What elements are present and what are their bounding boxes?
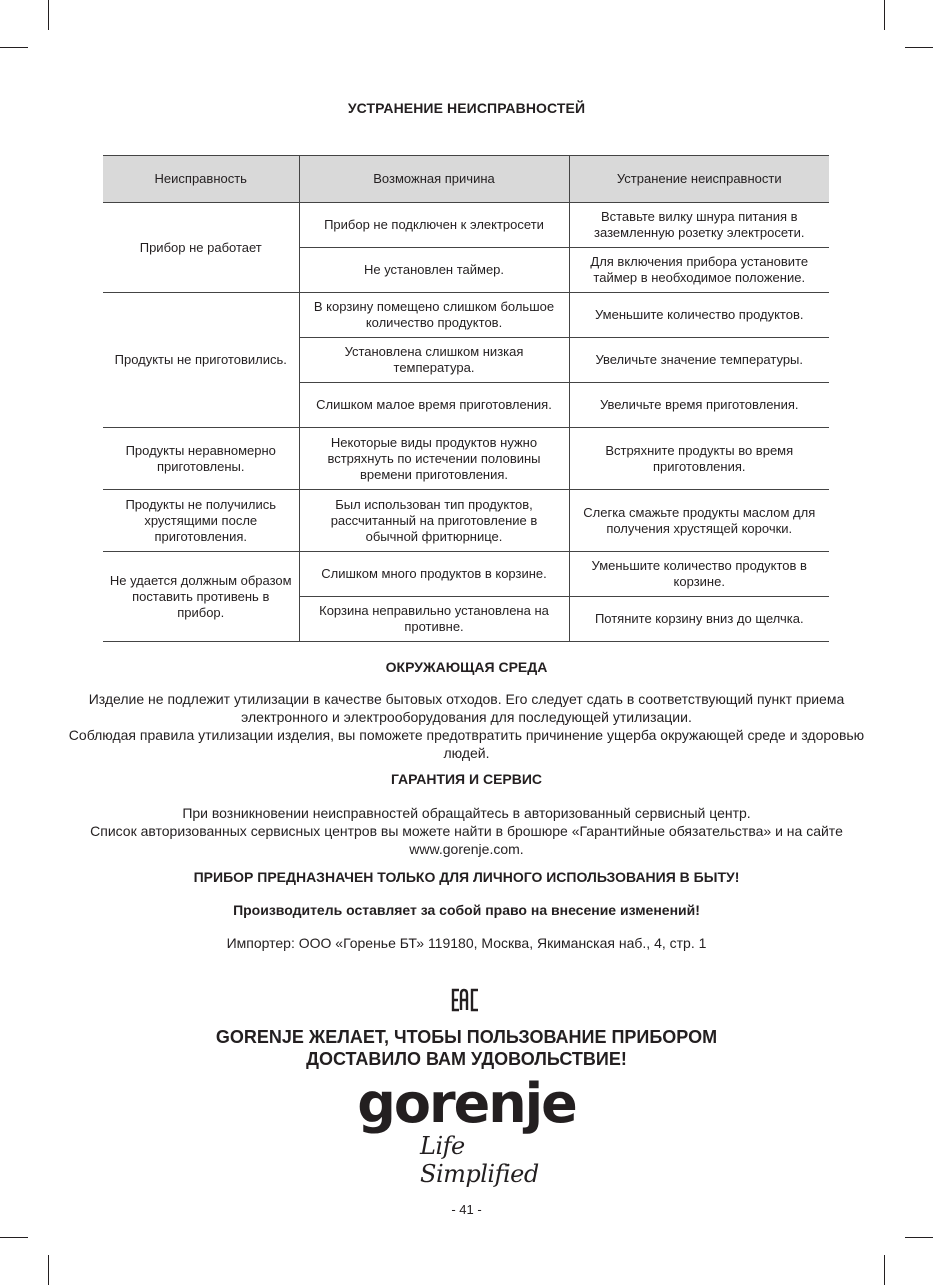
importer-info: Импортер: ООО «Горенье БТ» 119180, Москва, Якиманская наб., 4, стр. 1 [226, 935, 707, 951]
remedy-cell: Уменьшите количество продуктов. [569, 293, 829, 338]
header-remedy: Устранение неисправности [569, 156, 829, 203]
table-header-row [103, 156, 829, 203]
slogan [0, 1026, 933, 1070]
table-row [103, 203, 829, 248]
table-row [103, 552, 829, 597]
page-number: - 41 - [451, 1202, 482, 1217]
slogan-line-2: ДОСТАВИЛО ВАМ УДОВОЛЬСТВИЕ! [306, 1049, 627, 1069]
environment-text [60, 690, 873, 762]
changes-reserved-notice: Производитель оставляет за собой право на внесение изменений! [233, 902, 700, 918]
troubleshooting-table [103, 155, 829, 642]
brand-tagline: Life Simplified [420, 1132, 539, 1188]
fault-cell: Продукты не получились хрустящими после приготовления. [103, 490, 299, 552]
cause-cell: Некоторые виды продуктов нужно встряхнуть по истечении половины времени приготовления. [299, 428, 569, 490]
remedy-cell: Уменьшите количество продуктов в корзине. [569, 552, 829, 597]
crop-mark [0, 47, 28, 48]
household-use-notice: ПРИБОР ПРЕДНАЗНАЧЕН ТОЛЬКО ДЛЯ ЛИЧНОГО ИСПОЛЬЗОВАНИЯ В БЫТУ! [193, 869, 740, 885]
fault-cell: Не удается должным образом поставить противень в прибор. [103, 552, 299, 642]
cause-cell: Был использован тип продуктов, рассчитанный на приготовление в обычной фритюрнице. [299, 490, 569, 552]
cause-cell: В корзину помещено слишком большое количество продуктов. [299, 293, 569, 338]
cause-cell: Корзина неправильно установлена на противне. [299, 597, 569, 642]
fault-cell: Продукты не приготовились. [103, 293, 299, 428]
warranty-text [60, 804, 873, 858]
remedy-cell: Потяните корзину вниз до щелчка. [569, 597, 829, 642]
remedy-cell: Слегка смажьте продукты маслом для получения хрустящей корочки. [569, 490, 829, 552]
fault-cell: Прибор не работает [103, 203, 299, 293]
remedy-cell: Встряхните продукты во время приготовления. [569, 428, 829, 490]
warranty-paragraph-2: Список авторизованных сервисных центров вы можете найти в брошюре «Гарантийные обязательства» и на сайте www.gorenje.com. [90, 823, 843, 857]
cause-cell: Прибор не подключен к электросети [299, 203, 569, 248]
cause-cell: Слишком много продуктов в корзине. [299, 552, 569, 597]
fault-cell: Продукты неравномерно приготовлены. [103, 428, 299, 490]
table-row [103, 428, 829, 490]
crop-mark [0, 1237, 28, 1238]
warranty-paragraph-1: При возникновении неисправностей обращайтесь в авторизованный сервисный центр. [182, 805, 751, 821]
crop-mark [905, 1237, 933, 1238]
remedy-cell: Увеличьте время приготовления. [569, 383, 829, 428]
environment-paragraph-1: Изделие не подлежит утилизации в качестве бытовых отходов. Его следует сдать в соответствующий пункт приема электронного и электрооборудования для последующей утилизации. [88, 691, 845, 725]
crop-mark [905, 47, 933, 48]
remedy-cell: Вставьте вилку шнура питания в заземленную розетку электросети. [569, 203, 829, 248]
page-title: УСТРАНЕНИЕ НЕИСПРАВНОСТЕЙ [347, 100, 586, 116]
header-fault: Неисправность [103, 156, 299, 203]
crop-mark [884, 0, 885, 30]
slogan-line-1: GORENJE ЖЕЛАЕТ, ЧТОБЫ ПОЛЬЗОВАНИЕ ПРИБОРОМ [215, 1027, 718, 1047]
table-row [103, 293, 829, 338]
warranty-heading: ГАРАНТИЯ И СЕРВИС [390, 771, 543, 787]
gorenje-logo: gorenje [357, 1072, 576, 1135]
crop-mark [884, 1255, 885, 1285]
crop-mark [48, 1255, 49, 1285]
environment-heading: ОКРУЖАЮЩАЯ СРЕДА [385, 659, 548, 675]
header-cause: Возможная причина [299, 156, 569, 203]
cause-cell: Не установлен таймер. [299, 248, 569, 293]
environment-paragraph-2: Соблюдая правила утилизации изделия, вы поможете предотвратить причинение ущерба окружающей среде и здоровью людей. [68, 727, 865, 761]
remedy-cell: Для включения прибора установите таймер в необходимое положение. [569, 248, 829, 293]
cause-cell: Установлена слишком низкая температура. [299, 338, 569, 383]
cause-cell: Слишком малое время приготовления. [299, 383, 569, 428]
remedy-cell: Увеличьте значение температуры. [569, 338, 829, 383]
eac-mark-icon [451, 988, 481, 1012]
crop-mark [48, 0, 49, 30]
table-row [103, 490, 829, 552]
